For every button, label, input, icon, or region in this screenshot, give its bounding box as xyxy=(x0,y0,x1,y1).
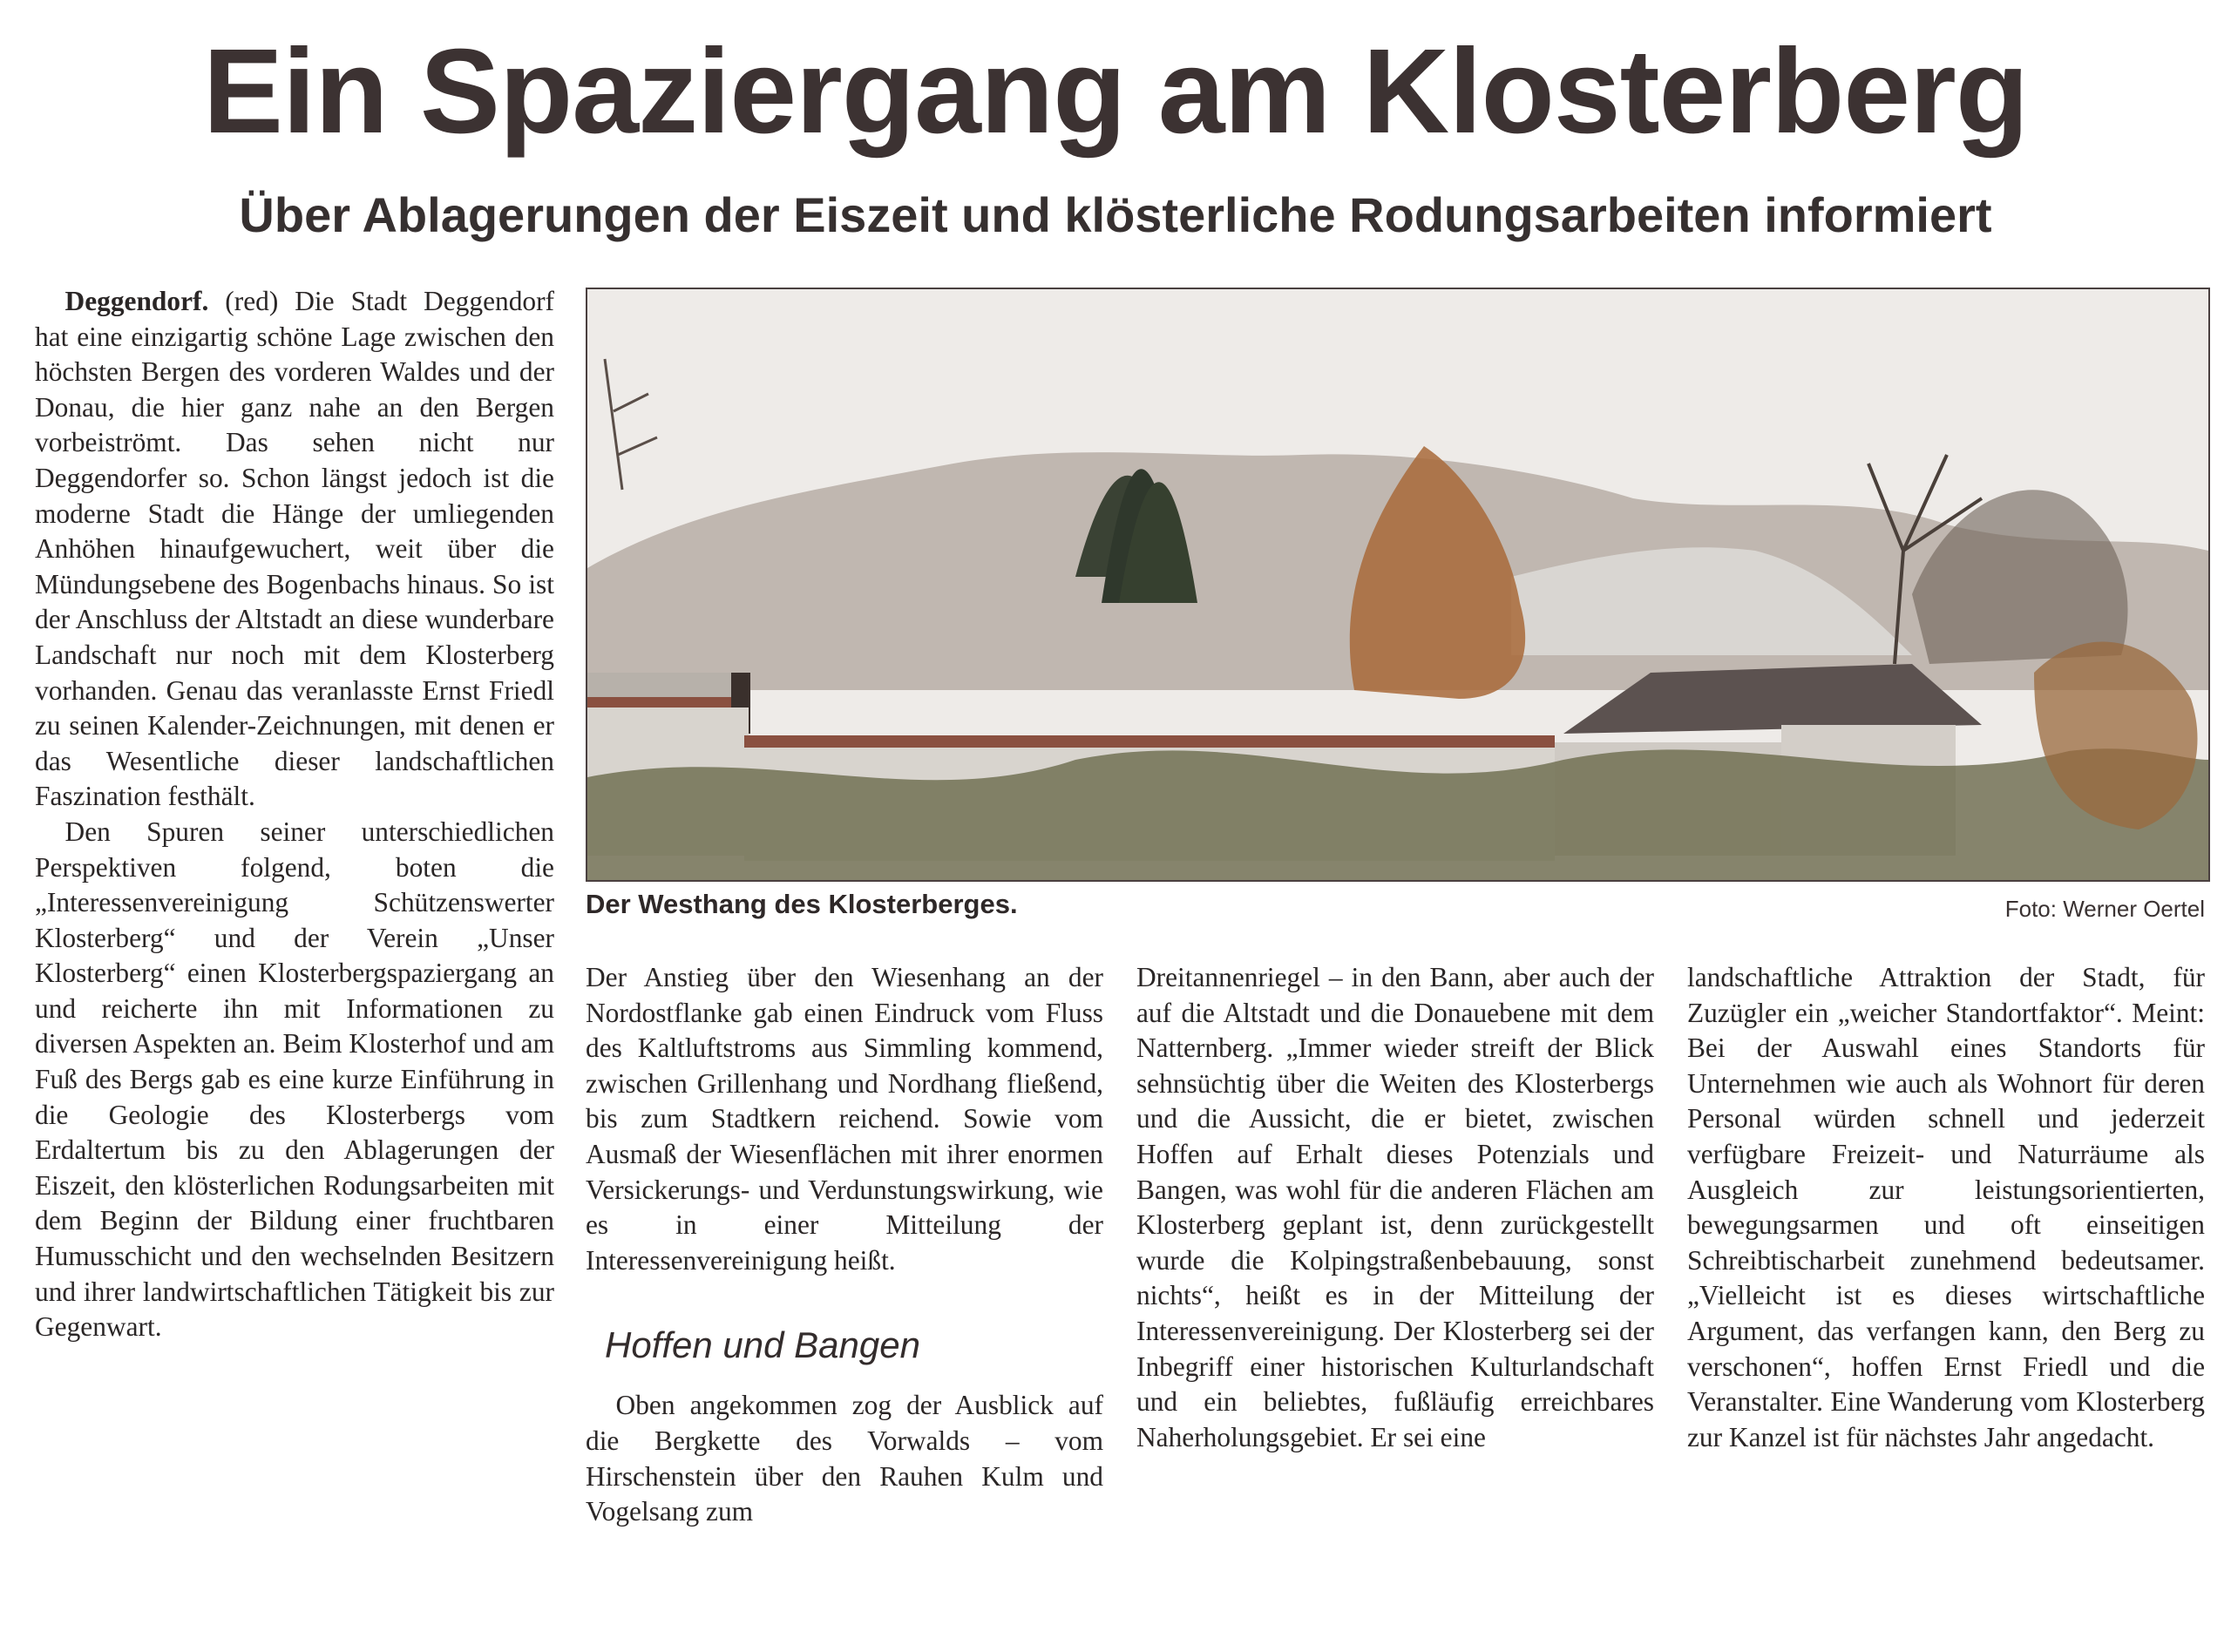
paragraph-4-part-3: landschaftliche Attraktion der Stadt, für Zuzügler ein „weicher Standortfaktor“. Meint: Bei der Auswahl eines Standorts für Unternehmen wie auch als Wohnort für deren Personal würden schnell und jederzeit verfügbare Freizeit- und Naturräume als Ausgleich zur leistungsorientierten, bewegungsarmen und oft einseitigen Schreibtischarbeit zunehmend bedeutsamer. „Vielleicht ist es dieses wirtschaftliche Argument, das verfangen kann, den Berg zu verschonen“, hoffen Ernst Friedl und die Veranstalter. Eine Wanderung vom Klosterberg zur Kanzel ist für nächstes Jahr angedacht. xyxy=(1687,962,2205,1452)
article-column-1 xyxy=(35,284,554,1345)
photo-illustration xyxy=(587,289,2208,880)
photo-credit: Foto: Werner Oertel xyxy=(2004,896,2205,922)
subhead-hoffen-und-bangen: Hoffen und Bangen xyxy=(605,1324,920,1366)
paragraph-2: Den Spuren seiner unterschiedlichen Perspektiven folgend, boten die „Interessenvereinigung Schützenswerter Klosterberg“ und der Verein „Unser Klosterberg“ einen Klosterbergspaziergang an und reicherte ihn mit Informationen zu diversen Aspekten an. Beim Klosterhof und am Fuß des Bergs gab es eine kurze Einführung in die Geologie des Klosterbergs vom Erdaltertum bis zu den Ablagerungen der Eiszeit, den klösterlichen Rodungsarbeiten mit dem Beginn der Bildung einer fruchtbaren Humusschicht und den wechselnden Besitzern und ihrer landwirtschaftlichen Tätigkeit bis zur Gegenwart. xyxy=(35,816,554,1343)
article-column-3 xyxy=(1136,960,1654,1455)
paragraph-4-part-2: Dreitannenriegel – in den Bann, aber auch der auf die Altstadt und die Donauebene mit dem Natternberg. „Immer wieder streift der Blick sehnsüchtig über die Weiten des Klosterbergs und die Aussicht, die er bietet, zwischen Hoffen auf Erhalt dieses Potenzials und Bangen, was wohl für die anderen Flächen am Klosterberg geplant ist, denn zurückgestellt wurde die Kolpingstraßenbebauung, sonst nichts“, heißt es in der Mitteilung der Interessenvereinigung. Der Klosterberg sei der Inbegriff einer historischen Kulturlandschaft und ein beliebtes, fußläufig erreichbares Naherholungsgebiet. Er sei eine xyxy=(1136,962,1654,1452)
article-photo xyxy=(586,288,2210,882)
headline: Ein Spaziergang am Klosterberg xyxy=(202,24,2029,159)
lead-paragraph xyxy=(35,284,554,815)
article-column-4 xyxy=(1687,960,2205,1455)
paragraph-4-part-1: Oben angekommen zog der Ausblick auf die Bergkette des Vorwalds – vom Hirschenstein über den Rauhen Kulm und Vogelsang zum xyxy=(586,1390,1103,1527)
article-column-2 xyxy=(586,960,1103,1530)
photo-caption: Der Westhang des Klosterberges. xyxy=(586,889,1018,919)
lead-text: (red) Die Stadt Deggendorf hat eine einzigartig schöne Lage zwischen den höchsten Bergen des vorderen Waldes und der Donau, die hier ganz nahe an den Bergen vorbeiströmt. Das sehen nicht nur Deggendorfer so. Schon längst jedoch ist die moderne Stadt die Hänge der umliegenden Anhöhen hinaufgewuchert, weit über die Mündungsebene des Bogenbachs hinaus. So ist der Anschluss der Altstadt an diese wunderbare Landschaft nur noch mit dem Klosterberg vorhanden. Genau das veranlasste Ernst Friedl zu seinen Kalender-Zeichnungen, mit denen er das Wesentliche dieser landschaftlichen Faszination festhält. xyxy=(35,286,554,812)
subheadline: Über Ablagerungen der Eiszeit und klösterliche Rodungsarbeiten informiert xyxy=(239,187,1992,242)
paragraph-3: Der Anstieg über den Wiesenhang an der Nordostflanke gab einen Eindruck vom Fluss des Kaltluftstroms aus Simmling kommend, zwischen Grillenhang und Nordhang fließend, bis zum Stadtkern reichend. Sowie vom Ausmaß der Wiesenflächen mit ihrer enormen Versickerungs- und Verdunstungswirkung, wie es in einer Mitteilung der Interessenvereinigung heißt. xyxy=(586,962,1103,1276)
dateline: Deggendorf. xyxy=(64,286,209,316)
